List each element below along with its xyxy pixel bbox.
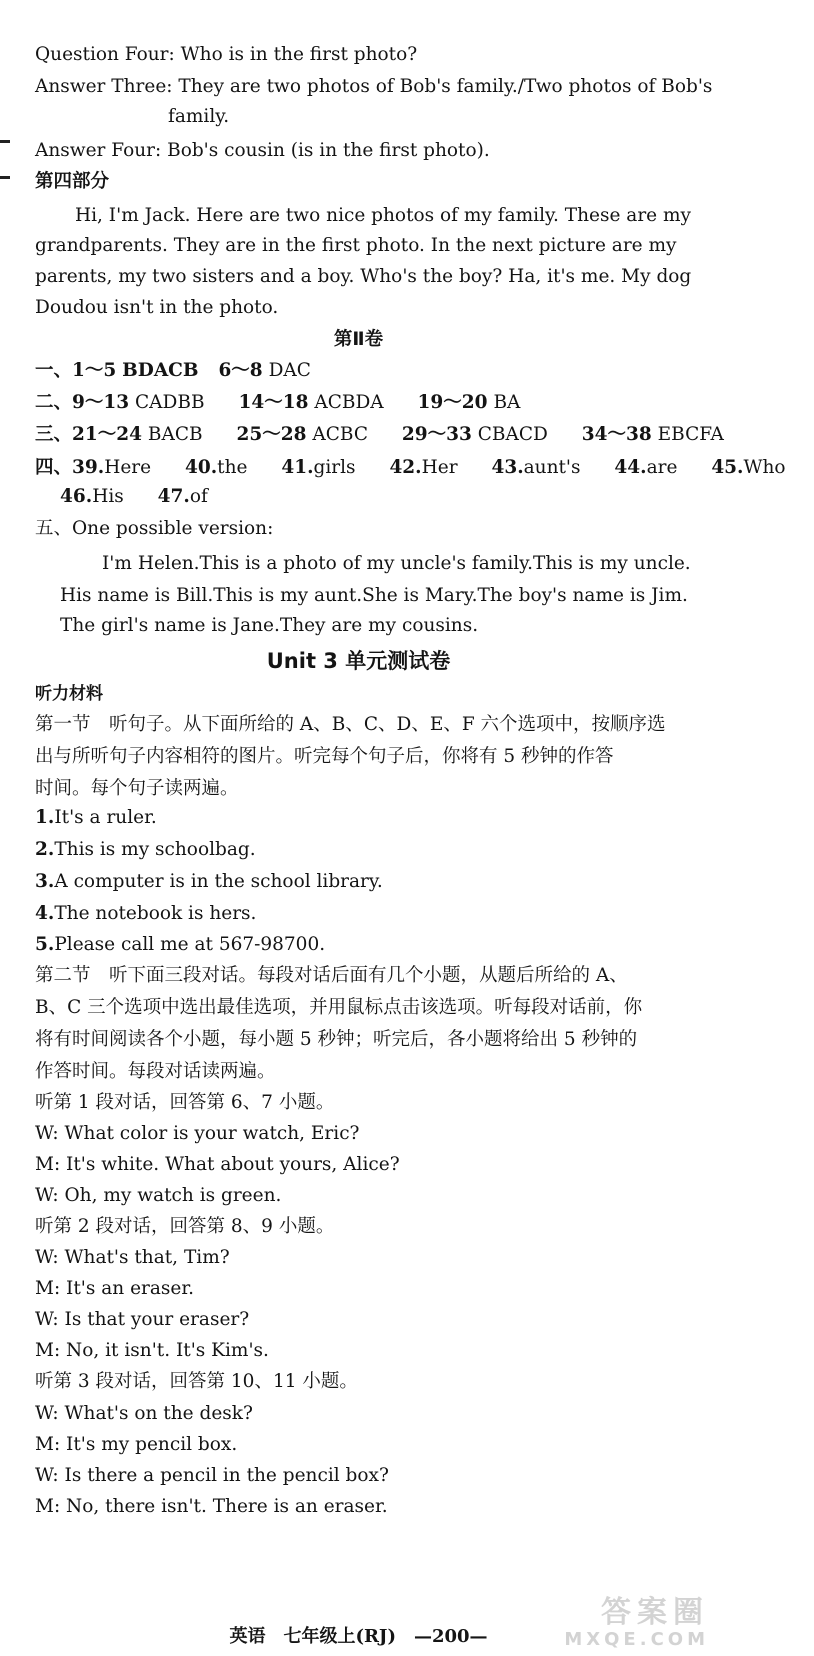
section2-line4: 作答时间。每段对话读两遍。	[35, 1061, 276, 1082]
watermark-url: MXQE.COM	[564, 1629, 709, 1650]
part4-heading: 第四部分	[35, 171, 110, 192]
answer-three-line1: Answer Three: They are two photos of Bob's family./Two photos of Bob's	[35, 76, 713, 97]
dialogue2-line: W: Is that your eraser?	[35, 1309, 250, 1330]
answer-row-2	[35, 390, 697, 416]
answer-item: 一、1～5 BDACB	[35, 360, 199, 381]
answer-three-line2: family.	[168, 106, 230, 127]
dialogue1-line: M: It's white. What about yours, Alice?	[35, 1154, 400, 1175]
answer-item: 44.are	[614, 457, 678, 478]
answer-item: 四、39.Here	[35, 457, 152, 478]
answer-item: 34～38 EBCFA	[581, 424, 724, 445]
answer-item: 6～8 DAC	[218, 360, 311, 381]
essay-line2: His name is Bill.This is my aunt.She is Mary.The boy's name is Jim.	[60, 585, 688, 606]
page-edge-mark	[0, 176, 10, 179]
answer-item: 42.Her	[389, 457, 458, 478]
dialogue1-heading: 听第 1 段对话，回答第 6、7 小题。	[35, 1092, 335, 1113]
sentence-4: 4.The notebook is hers.	[35, 903, 257, 924]
dialogue1-line: W: Oh, my watch is green.	[35, 1185, 282, 1206]
dialogue3-heading: 听第 3 段对话，回答第 10、11 小题。	[35, 1371, 358, 1392]
answer-row-3	[35, 422, 724, 448]
dialogue3-line: W: What's on the desk?	[35, 1403, 253, 1424]
answer-row-4	[35, 455, 786, 481]
sentence-1: 1.It's a ruler.	[35, 807, 157, 828]
volume2-heading: 第Ⅱ卷	[333, 329, 384, 350]
section1-line3: 时间。每个句子读两遍。	[35, 778, 239, 799]
part4-line4: Doudou isn't in the photo.	[35, 297, 279, 318]
answer-item: 14～18 ACBDA	[238, 392, 384, 413]
section2-line2: B、C 三个选项中选出最佳选项，并用鼠标点击该选项。听每段对话前，你	[35, 997, 643, 1018]
essay-line3: The girl's name is Jane.They are my cousins.	[60, 615, 479, 636]
part4-line1: Hi, I'm Jack. Here are two nice photos of my family. These are my	[75, 205, 691, 226]
dialogue2-line: W: What's that, Tim?	[35, 1247, 230, 1268]
sentence-2: 2.This is my schoolbag.	[35, 839, 256, 860]
unit3-title: Unit 3 单元测试卷	[266, 649, 451, 673]
answer-item: 45.Who	[711, 457, 786, 478]
answer-four: Answer Four: Bob's cousin (is in the first photo).	[35, 140, 490, 161]
dialogue3-line: M: It's my pencil box.	[35, 1434, 238, 1455]
q5-label: 五、One possible version:	[35, 518, 274, 539]
answer-item: 40.the	[184, 457, 248, 478]
section2-line3: 将有时间阅读各个小题，每小题 5 秒钟；听完后，各小题将给出 5 秒钟的	[35, 1029, 638, 1050]
page-footer: 英语 七年级上(RJ) —200—	[229, 1626, 488, 1647]
answer-item: 25～28 ACBC	[236, 424, 368, 445]
answer-item: 46.His	[60, 486, 124, 507]
section2-line1: 第二节 听下面三段对话。每段对话后面有几个小题，从题后所给的 A、	[35, 965, 628, 986]
answer-item: 三、21～24 BACB	[35, 424, 203, 445]
dialogue2-heading: 听第 2 段对话，回答第 8、9 小题。	[35, 1216, 335, 1237]
answer-row-5	[60, 484, 697, 510]
dialogue2-line: M: No, it isn't. It's Kim's.	[35, 1340, 269, 1361]
essay-line1: I'm Helen.This is a photo of my uncle's family.This is my uncle.	[102, 553, 691, 574]
dialogue3-line: M: No, there isn't. There is an eraser.	[35, 1496, 388, 1517]
question-four: Question Four: Who is in the first photo?	[35, 44, 418, 65]
listening-heading: 听力材料	[35, 684, 103, 704]
section1-line1: 第一节 听句子。从下面所给的 A、B、C、D、E、F 六个选项中，按顺序选	[35, 714, 666, 735]
answer-item: 43.aunt's	[491, 457, 581, 478]
part4-line2: grandparents. They are in the first photo. In the next picture are my	[35, 235, 677, 256]
watermark-text: 答案圈	[601, 1595, 709, 1630]
sentence-3: 3.A computer is in the school library.	[35, 871, 383, 892]
page-edge-mark	[0, 140, 10, 143]
answer-item: 47.of	[157, 486, 208, 507]
answer-item: 29～33 CBACD	[401, 424, 548, 445]
dialogue2-line: M: It's an eraser.	[35, 1278, 195, 1299]
answer-item: 二、9～13 CADBB	[35, 392, 205, 413]
dialogue1-line: W: What color is your watch, Eric?	[35, 1123, 360, 1144]
answer-item: 19～20 BA	[417, 392, 521, 413]
dialogue3-line: W: Is there a pencil in the pencil box?	[35, 1465, 389, 1486]
sentence-5: 5.Please call me at 567-98700.	[35, 934, 326, 955]
part4-line3: parents, my two sisters and a boy. Who's the boy? Ha, it's me. My dog	[35, 266, 692, 287]
answer-item: 41.girls	[281, 457, 356, 478]
watermark-logo	[509, 1596, 709, 1652]
answer-row-1	[35, 358, 697, 384]
section1-line2: 出与所听句子内容相符的图片。听完每个句子后，你将有 5 秒钟的作答	[35, 746, 614, 767]
